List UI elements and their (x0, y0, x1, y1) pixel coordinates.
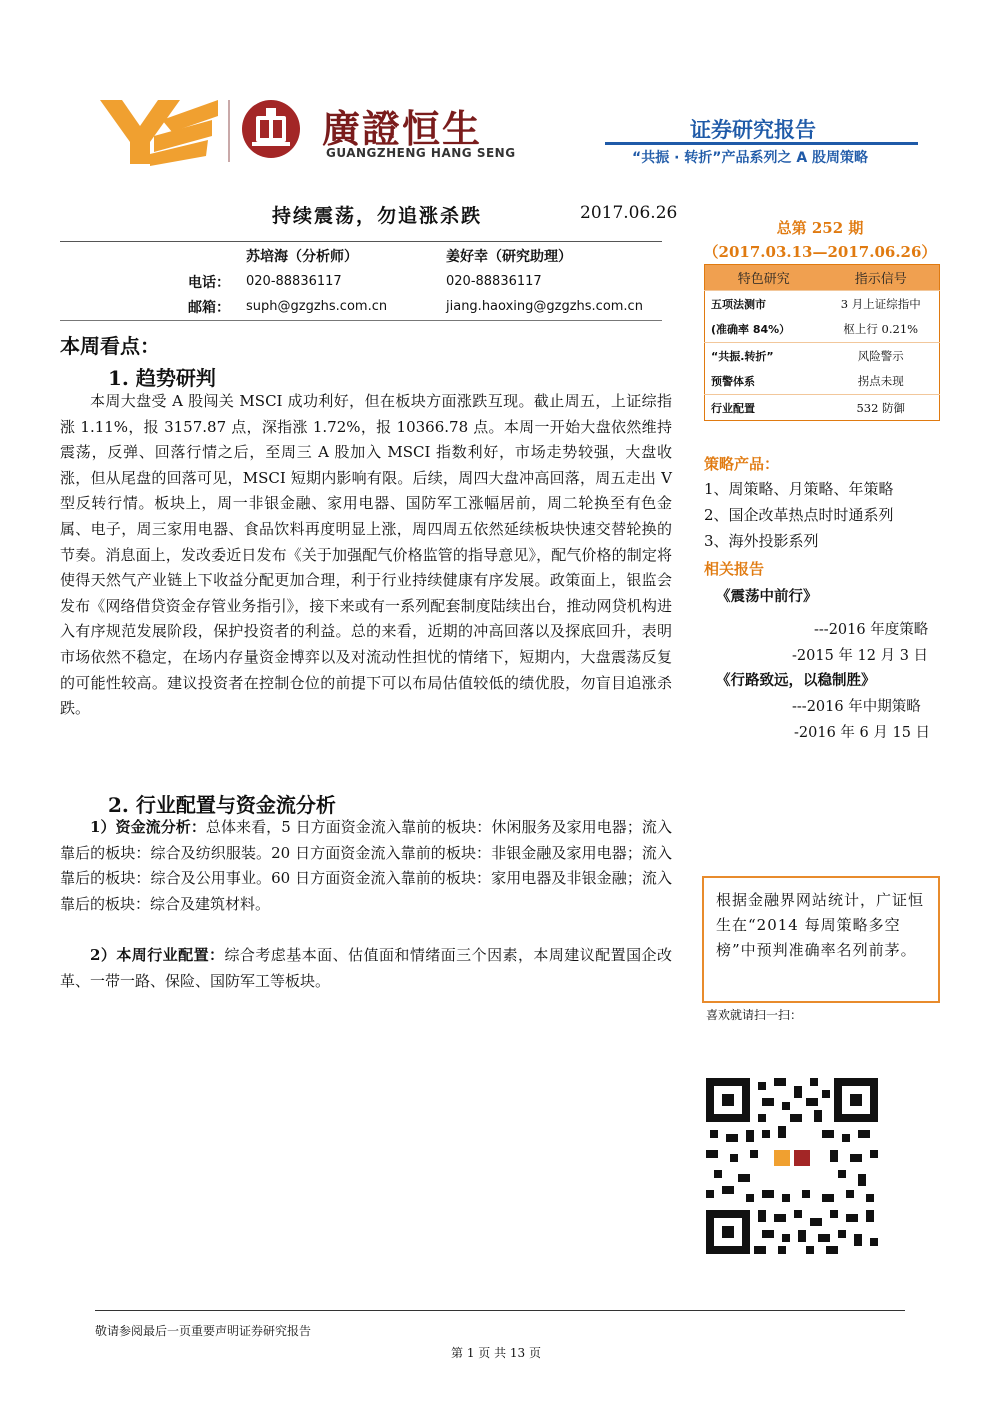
allocation-label: 2）本周行业配置： (90, 946, 225, 964)
footer-note: 敬请参阅最后一页重要声明证券研究报告 (95, 1324, 312, 1338)
related-report-type: ---2016 年度策略 (814, 622, 929, 638)
table-cell: 预警体系 (711, 375, 755, 389)
table-cell: 拐点未现 (857, 374, 904, 389)
strategy-list (704, 476, 894, 554)
header-rule (605, 142, 918, 145)
seal-emblem-icon (240, 98, 302, 160)
analyst-phone: 020-88836117 (246, 274, 342, 289)
report-title: 持续震荡，勿追涨杀跌 (272, 205, 483, 227)
table-cell: 枢上行 0.21% (843, 322, 919, 337)
report-type: 证券研究报告 (690, 118, 816, 142)
table-cell: 3 月上证综指中 (823, 291, 940, 317)
list-item: 1、周策略、月策略、年策略 (704, 480, 894, 498)
issue-period: （2017.03.13—2017.06.26） (703, 243, 937, 261)
related-heading: 相关报告 (704, 560, 765, 578)
report-series: “共振 · 转折”产品系列之 A 股周策略 (632, 150, 869, 166)
qr-code-icon[interactable] (706, 1078, 878, 1254)
assistant-email[interactable]: jiang.haoxing@gzgzhs.com.cn (446, 299, 643, 314)
table-cell: 行业配置 (705, 395, 823, 421)
section1-paragraph: 本周大盘受 A 股闯关 MSCI 成功利好，但在板块方面涨跌互现。截止周五，上证综指涨 1.11%，报 3157.87 点，深指涨 1.72%，报 10366.78 点。本周一开始大盘依然维持震荡，反弹、回落行情之后，至周三 A 股加入 MSCI 指数利好，市场走势较强，大盘收涨，但从尾盘的回落可见，MSCI 短期内影响有限。后续，周四大盘冲高回落，周五走出 V 型反转行情。板块上，周一非银金融、家用电器、国防军工涨幅居前，周二轮换至有色金属、电子，周三家用电器、食品饮料再度明显上涨，周四周五依然延续板块快速交替轮换的节奏。消息面上，发改委近日发布《关于加强配气价格监管的指导意见》，配气价格的制定将使得天然气产业链上下收益分配更加合理，利于行业持续健康有序发展。政策面上，银监会发布《网络借贷资金存管业务指引》，接下来或有一系列配套制度陆续出台，推动网贷机构进入有序规范发展阶段，保护投资者的利益。总的来看，近期的冲高回落以及探底回升，表明市场依然不稳定，在场内存量资金博弈以及对流动性担忧的情绪下，短期内，大盘震荡反复的可能性较高。建议投资者在控制仓位的前提下可以布局估值较低的绩优股，勿盲目追涨杀跌。 (60, 392, 672, 718)
related-report-title: 《震荡中前行》 (716, 588, 818, 605)
analyst-name: 苏培海（分析师） (246, 249, 358, 265)
list-item: 3、海外投影系列 (704, 532, 819, 550)
email-label: 邮箱： (188, 300, 230, 316)
brand-name-en: GUANGZHENG HANG SENG (326, 146, 516, 160)
related-report-type: ---2016 年中期策略 (792, 699, 921, 715)
allocation-paragraph (60, 943, 672, 994)
table-cell: 五项法测市 (705, 291, 823, 317)
signal-table (704, 264, 940, 421)
logo-divider (228, 100, 230, 162)
assistant-name: 姜好幸（研究助理） (446, 249, 572, 265)
page-number: 第 1 页 共 13 页 (451, 1346, 541, 1360)
table-header: 指示信号 (823, 265, 940, 291)
footer-rule (95, 1310, 905, 1311)
scan-prompt: 喜欢就请扫一扫： (706, 1008, 803, 1022)
assistant-phone: 020-88836117 (446, 274, 542, 289)
table-cell: “共振.转折” (705, 343, 823, 369)
fund-flow-paragraph (60, 815, 672, 917)
related-report-title: 《行路致远，以稳制胜》 (716, 672, 876, 689)
fund-flow-text: 总体来看，5 日方面资金流入靠前的板块：休闲服务及家用电器；流入靠后的板块：综合及纺织服装。20 日方面资金流入靠前的板块：非银金融及家用电器；流入靠后的板块：综合及公用事业。60 日方面资金流入靠前的板块：家用电器及非银金融；流入靠后的板块：综合及建筑材料。 (60, 818, 672, 913)
section2-heading: 2. 行业配置与资金流分析 (108, 793, 336, 817)
analyst-email[interactable]: suph@gzgzhs.com.cn (246, 299, 388, 314)
title-rule (60, 241, 662, 242)
brand-name-cn: 廣證恒生 (322, 107, 483, 151)
allocation-text: 综合考虑基本面、估值面和情绪面三个因素，本周建议配置国企改革、一带一路、保险、国防军工等板块。 (60, 946, 672, 990)
table-cell: (准确率 84%） (711, 323, 791, 337)
phone-label: 电话： (188, 275, 230, 291)
table-header: 特色研究 (705, 265, 823, 291)
list-item: 2、国企改革热点时时通系列 (704, 506, 894, 524)
report-date: 2017.06.26 (580, 203, 678, 223)
section1-heading: 1. 趋势研判 (108, 366, 216, 390)
issue-number: 总第 252 期 (776, 219, 864, 237)
highlights-heading: 本周看点： (60, 334, 160, 358)
related-report-date: -2016 年 6 月 15 日 (794, 725, 931, 741)
strategy-heading: 策略产品： (704, 455, 780, 473)
promo-box: 根据金融界网站统计，广证恒生在“2014 每周策略多空榜”中预判准确率名列前茅。 (702, 876, 940, 1003)
table-cell: 532 防御 (823, 395, 940, 421)
fund-flow-label: 1）资金流分析： (90, 818, 206, 836)
table-cell: 风险警示 (823, 343, 940, 369)
contact-rule (60, 320, 662, 321)
issue-info (700, 216, 940, 264)
brand-logo-icon (100, 96, 218, 166)
related-report-date: -2015 年 12 月 3 日 (792, 648, 929, 664)
